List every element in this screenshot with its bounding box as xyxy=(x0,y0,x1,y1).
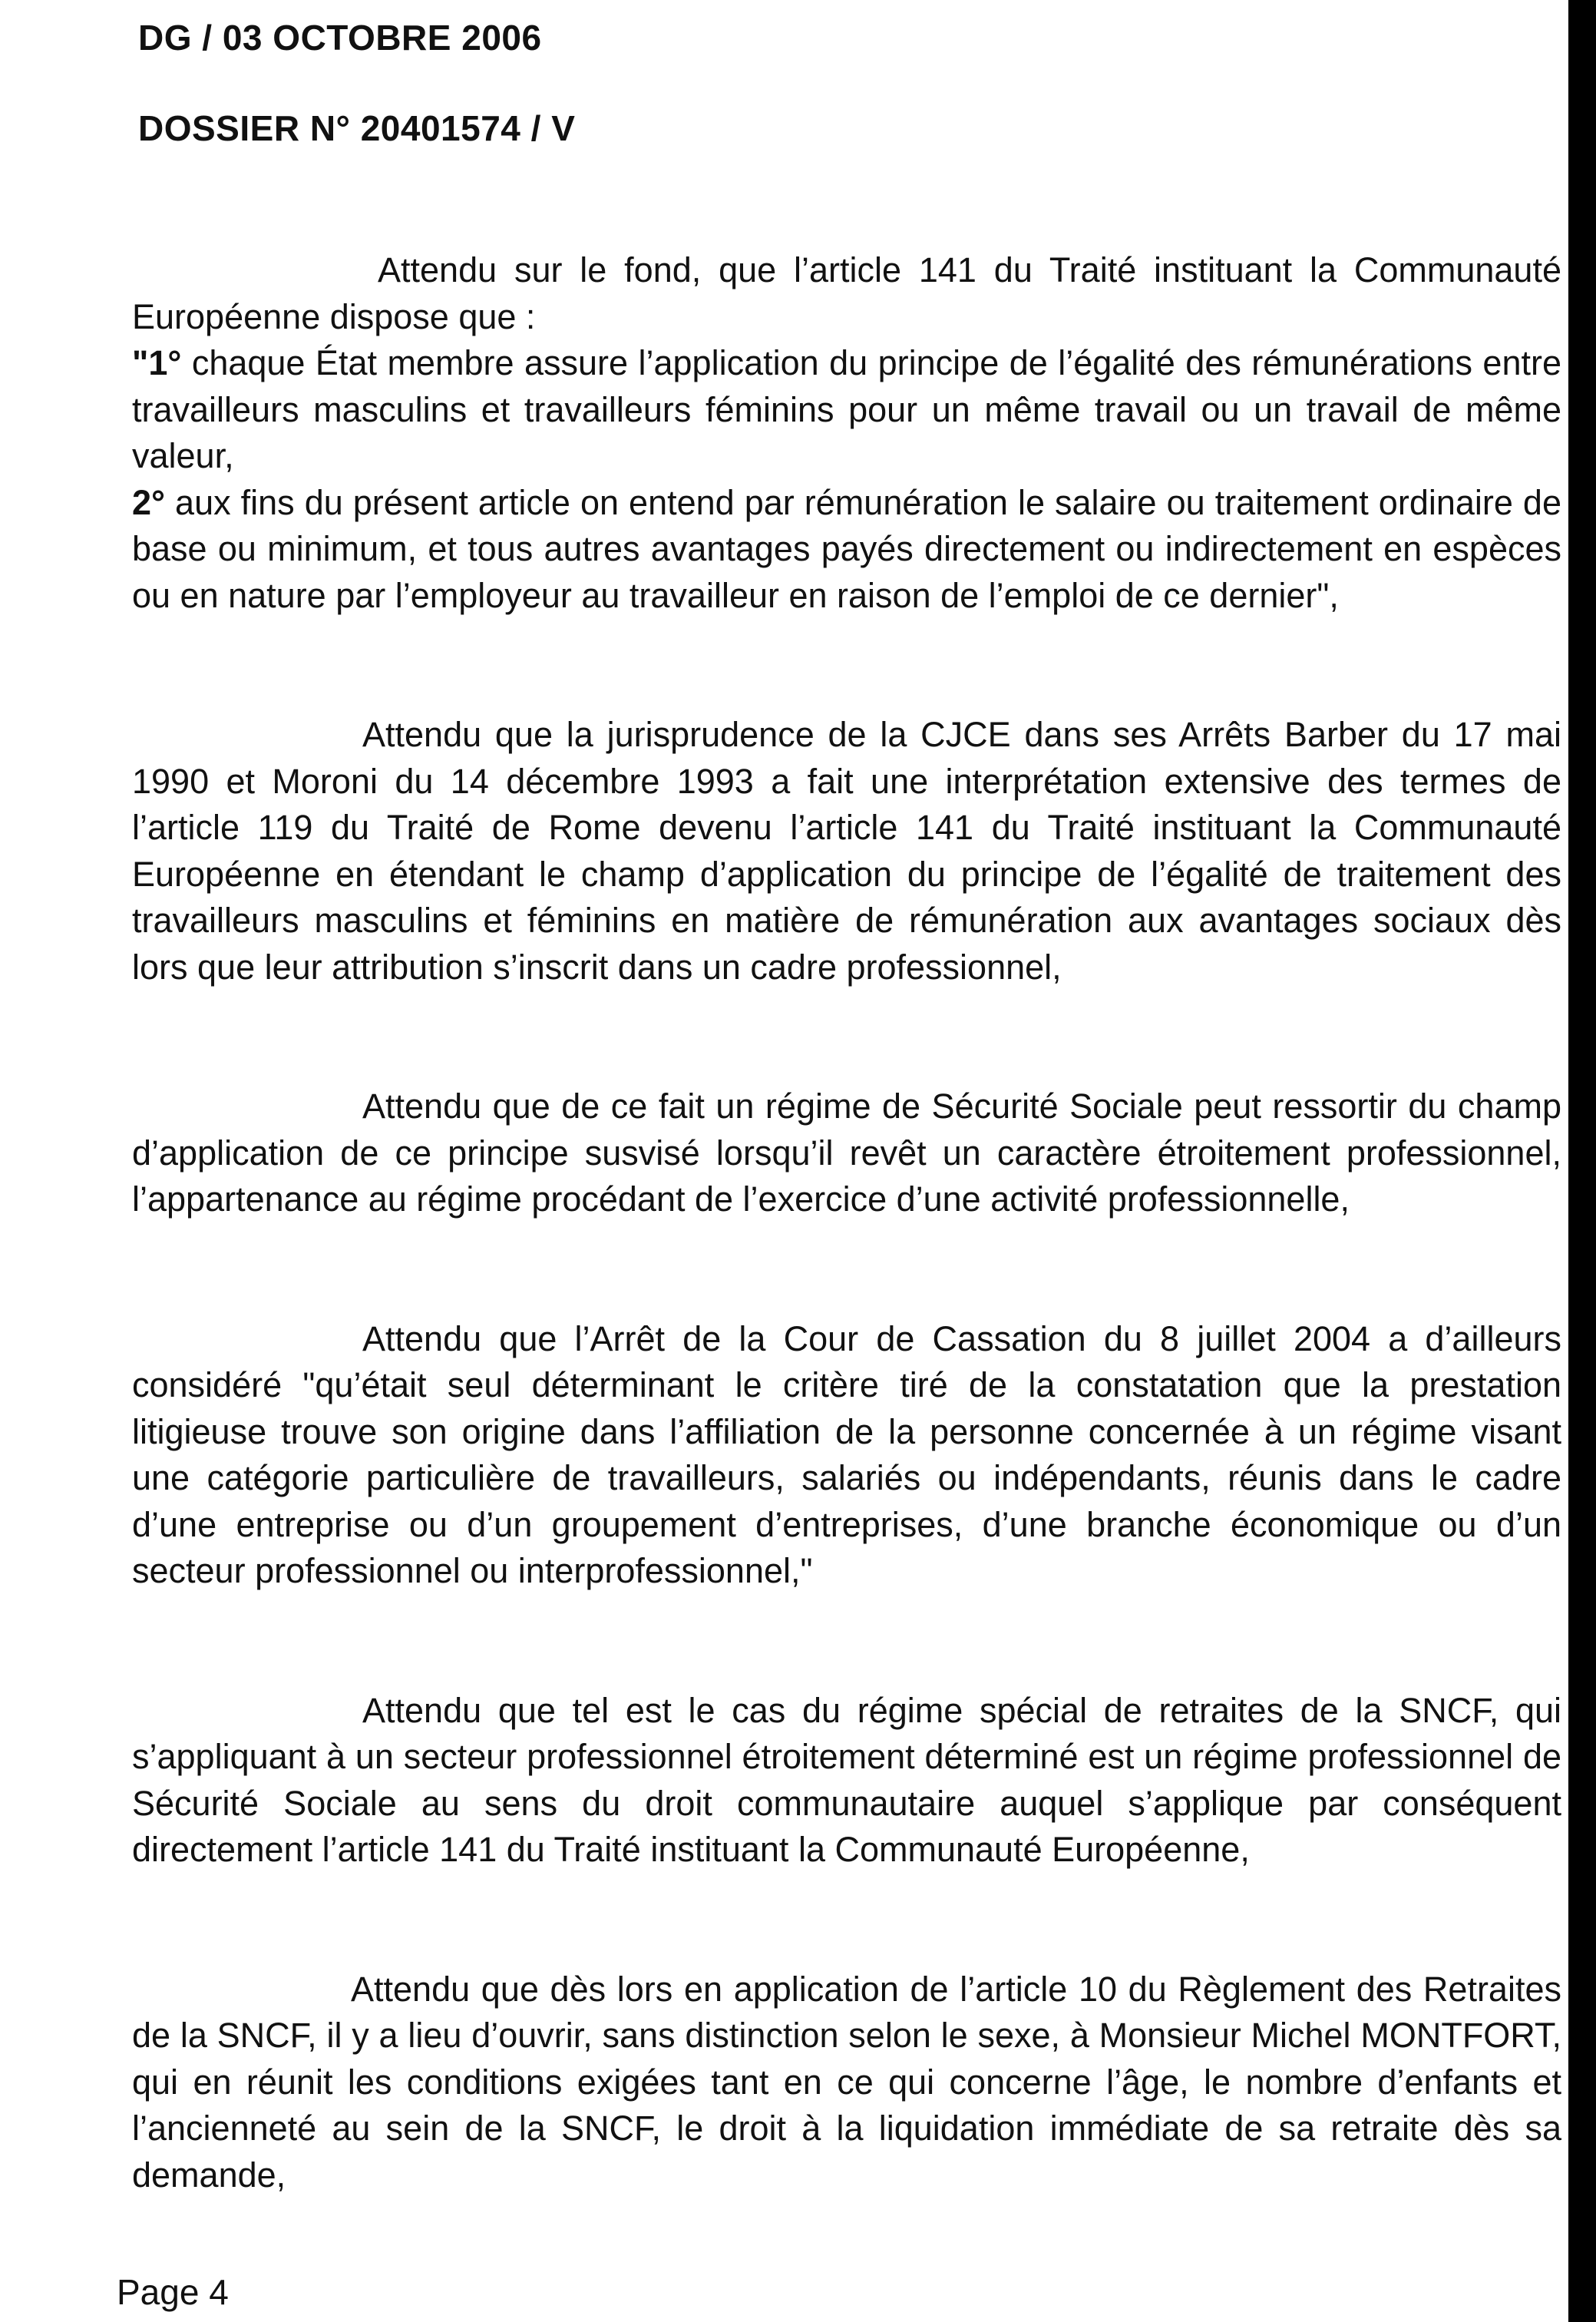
paragraph-article-10: Attendu que dès lors en application de l’article 10 du Règlement des Retraites de la SNCF, il y a lieu d’ouvrir, sans distinction selon le sexe, à Monsieur Michel MONTFORT, qui en réunit les conditions exigées tant en ce qui concerne l’âge, le nombre d’enfants et l’ancienneté au sein de la SNCF, le droit à la liquidation immédiate de sa retraite dès sa demande, xyxy=(132,1969,1561,2195)
list-item-2 xyxy=(132,480,1561,620)
paragraph-jurisprudence-cjce: Attendu que la jurisprudence de la CJCE dans ses Arrêts Barber du 17 mai 1990 et Moroni du 14 décembre 1993 a fait une interprétation extensive des termes de l’article 119 du Traité de Rome devenu l’article 141 du Traité instituant la Communauté Européenne en étendant le champ d’application du principe de l’égalité de traitement des travailleurs masculins et féminins en matière de rémunération aux avantages sociaux dès lors que leur attribution s’inscrit dans un cadre professionnel, xyxy=(132,715,1561,987)
header-date: DG / 03 OCTOBRE 2006 xyxy=(138,18,542,58)
paragraph-article-141 xyxy=(132,247,1561,619)
list-item-1-text: chaque État membre assure l’application du principe de l’égalité des rémunérations entre travailleurs masculins et travailleurs féminins pour un même travail ou un travail de même valeur, xyxy=(132,343,1561,475)
paragraph-securite-sociale: Attendu que de ce fait un régime de Sécurité Sociale peut ressortir du champ d’application de ce principe susvisé lorsqu’il revêt un caractère étroitement professionnel, l’appartenance au régime procédant de l’exercice d’une activité professionnelle, xyxy=(132,1087,1561,1219)
page-number: Page 4 xyxy=(117,2272,229,2312)
header-dossier-number: DOSSIER N° 20401574 / V xyxy=(138,108,576,148)
list-item-2-text: aux fins du présent article on entend par rémunération le salaire ou traitement ordinaire de base ou minimum, et tous autres avantages payés directement ou indirectement en espèces ou en nature par l’employeur au travailleur en raison de l’emploi de ce dernier", xyxy=(132,482,1561,615)
document-body xyxy=(132,247,1561,2291)
paragraph-cour-de-cassation: Attendu que l’Arrêt de la Cour de Cassation du 8 juillet 2004 a d’ailleurs considéré "qu’était seul déterminant le critère tiré de la constatation que la prestation litigieuse trouve son origine dans l’affiliation de la personne concernée à un régime visant une catégorie particulière de travailleurs, salariés ou indépendants, réunis dans le cadre d’une entreprise ou d’un groupement d’entreprises, d’une branche économique ou d’un secteur professionnel ou interprofessionnel," xyxy=(132,1318,1561,1590)
list-item-1-number: "1° xyxy=(132,343,182,382)
list-item-2-number: 2° xyxy=(132,482,166,522)
paragraph-intro: Attendu sur le fond, que l’article 141 du Traité instituant la Communauté Européenne dispose que : xyxy=(132,250,1561,336)
paragraph-regime-sncf: Attendu que tel est le cas du régime spécial de retraites de la SNCF, qui s’appliquant à un secteur professionnel étroitement déterminé est un régime professionnel de Sécurité Sociale au sens du droit communautaire auquel s’applique par conséquent directement l’article 141 du Traité instituant la Communauté Européenne, xyxy=(132,1690,1561,1869)
scan-border xyxy=(1568,0,1596,2322)
list-item-1 xyxy=(132,340,1561,480)
